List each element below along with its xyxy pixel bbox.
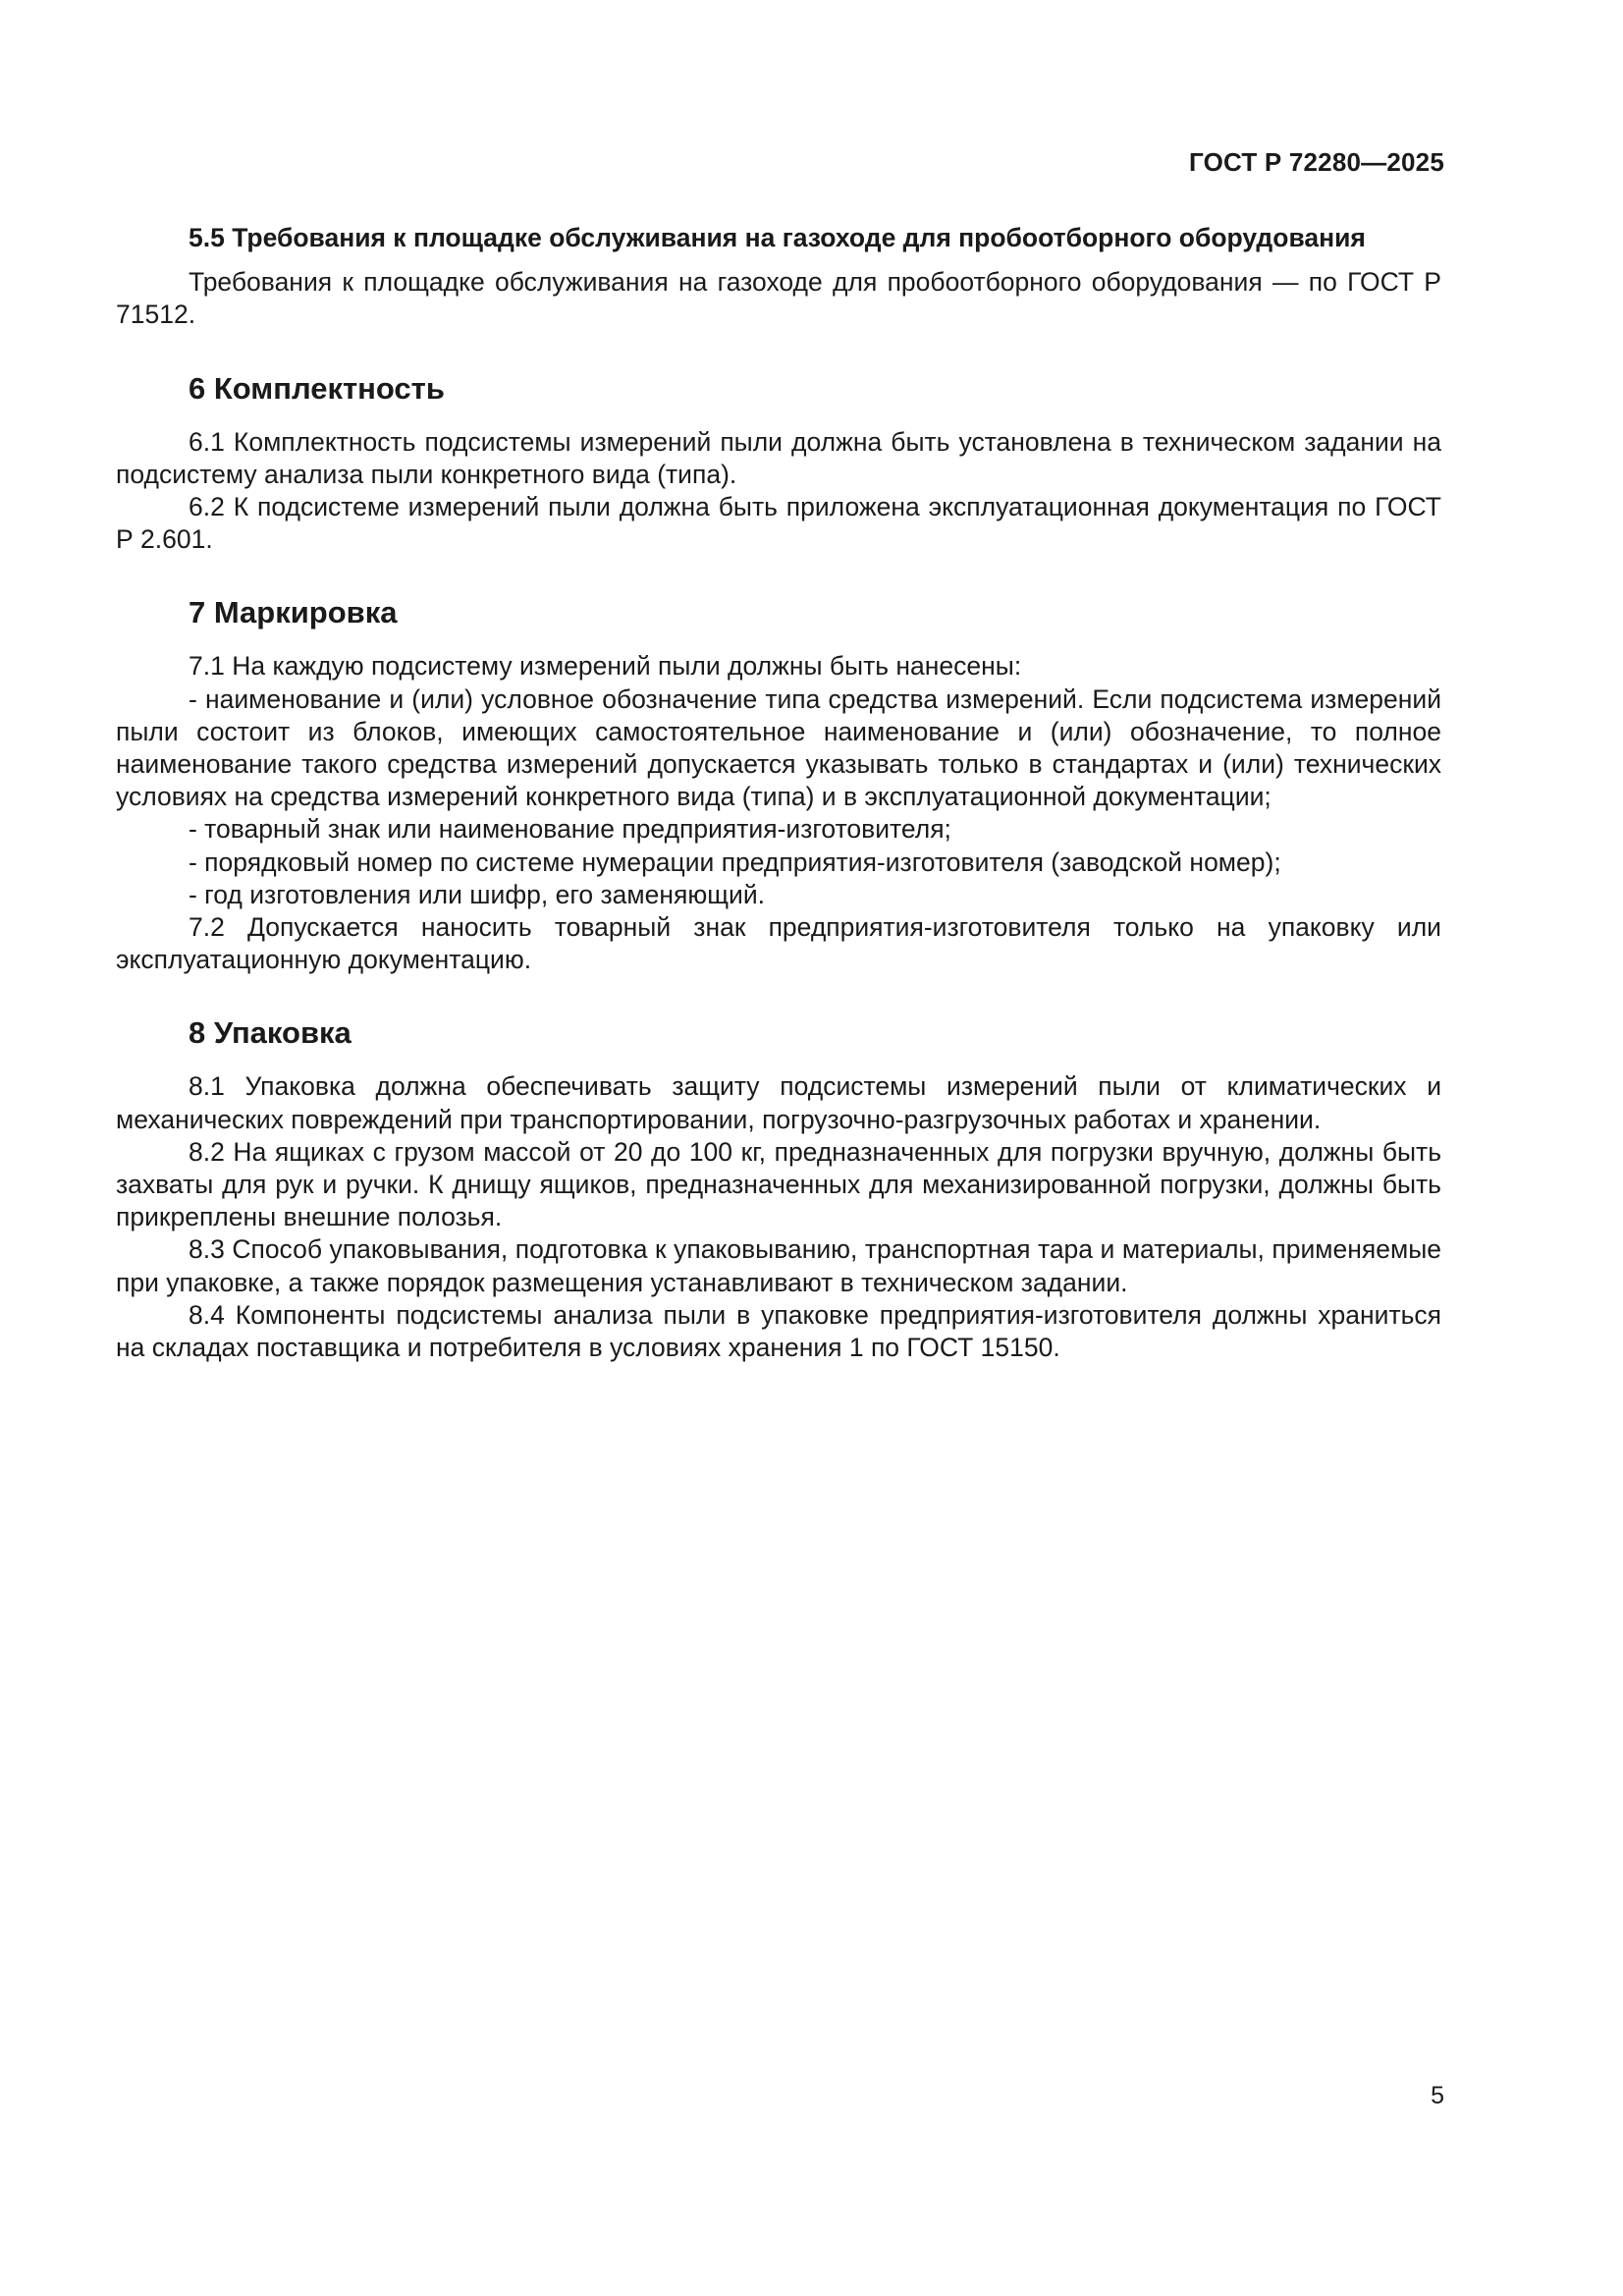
- paragraph: 7.1 На каждую подсистему измерений пыли должны быть нанесены:: [189, 651, 1022, 682]
- document-body: [116, 222, 1441, 1401]
- list-item: - товарный знак или наименование предприятия-изготовителя;: [189, 814, 951, 845]
- paragraph: 6.2 К подсистеме измерений пыли должна быть приложена эксплуатационная документация по ГОСТ Р 2.601.: [116, 492, 1441, 555]
- document-id-header: ГОСТ Р 72280—2025: [1189, 147, 1444, 177]
- list-item: - порядковый номер по системе нумерации предприятия-изготовителя (заводской номер);: [189, 847, 1281, 877]
- section-title: 8 Упаковка: [189, 1015, 352, 1051]
- subsection-title: 5.5 Требования к площадке обслуживания на газоходе для пробоотборного оборудования: [189, 223, 1366, 252]
- paragraph: 8.4 Компоненты подсистемы анализа пыли в упаковке предприятия-изготовителя должны храниться на складах поставщика и потребителя в условиях хранения 1 по ГОСТ 15150.: [116, 1299, 1441, 1363]
- section-6: [116, 369, 1441, 557]
- section-5-5: [116, 222, 1441, 332]
- paragraph: 8.2 На ящиках с грузом массой от 20 до 100 кг, предназначенных для погрузки вручную, должны быть захваты для рук и ручки. К днищу ящиков, предназначенных для механизированной погрузки, должны быть прикреплены внешние полозья.: [116, 1136, 1441, 1232]
- paragraph: Требования к площадке обслуживания на газоходе для пробоотборного оборудования — по ГОСТ Р 71512.: [116, 267, 1441, 330]
- paragraph: 8.1 Упаковка должна обеспечивать защиту подсистемы измерений пыли от климатических и механических повреждений при транспортировании, погрузочно-разгрузочных работах и хранении.: [116, 1071, 1441, 1134]
- section-title: 7 Маркировка: [189, 595, 398, 630]
- paragraph: 7.2 Допускается наносить товарный знак предприятия-изготовителя только на упаковку или эксплуатационную документацию.: [116, 912, 1441, 975]
- list-item: - наименование и (или) условное обозначение типа средства измерений. Если подсистема измерений пыли состоит из блоков, имеющих самостоятельное наименование и (или) обозначение, то полное наименование такого средства измерений допускается указывать только в стандартах и (или) технических условиях на средства измерений конкретного вида (типа) и в эксплуатационной документации;: [116, 683, 1441, 812]
- section-8: [116, 1013, 1441, 1364]
- paragraph: 6.1 Комплектность подсистемы измерений пыли должна быть установлена в техническом задании на подсистему анализа пыли конкретного вида (типа).: [116, 426, 1441, 489]
- section-7: [116, 593, 1441, 976]
- list-item: - год изготовления или шифр, его заменяющий.: [189, 879, 765, 909]
- page-number: 5: [1431, 2082, 1444, 2109]
- section-title: 6 Комплектность: [189, 370, 445, 406]
- paragraph: 8.3 Способ упаковывания, подготовка к упаковыванию, транспортная тара и материалы, применяемые при упаковке, а также порядок размещения устанавливают в техническом задании.: [116, 1234, 1441, 1297]
